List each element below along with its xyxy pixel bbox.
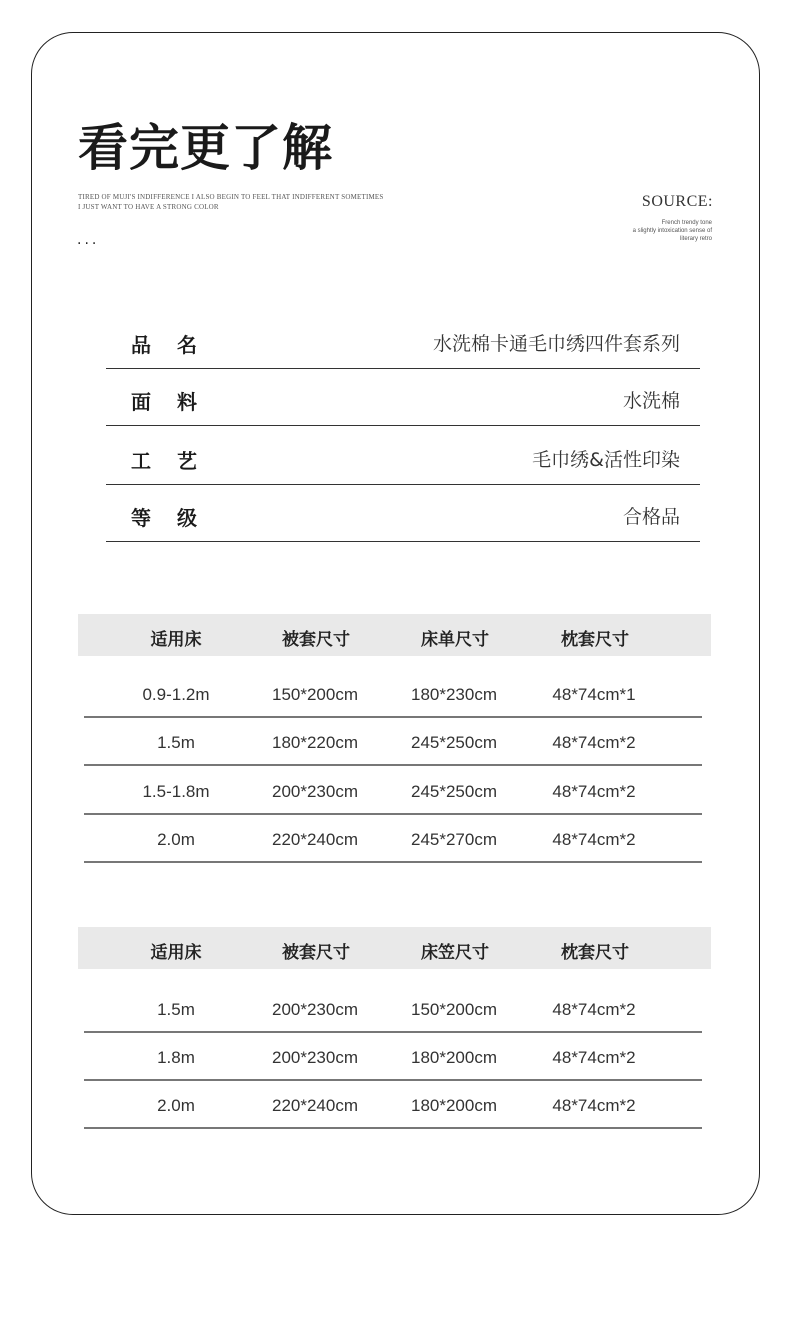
tagline [78, 192, 384, 212]
table-cell: 245*250cm [410, 733, 497, 752]
table-cell: 245*250cm [410, 782, 497, 801]
spec-row-name [106, 312, 700, 369]
table-cell: 48*74cm*2 [552, 1096, 636, 1115]
table-cell: 2.0m [157, 1096, 195, 1115]
table-cell: 48*74cm*2 [552, 830, 636, 849]
table-cell: 180*230cm [410, 685, 497, 704]
column-header: 适用床 [150, 630, 202, 650]
spec-value: 毛巾绣&活性印染 [532, 449, 680, 471]
table-cell: 220*240cm [271, 830, 358, 849]
source-text [512, 219, 712, 243]
spec-label: 工艺 [131, 449, 223, 473]
table-row [84, 768, 702, 815]
table-cell: 200*230cm [271, 782, 358, 801]
source-line-3: literary retro [679, 236, 712, 242]
spec-row-fabric [106, 369, 700, 426]
table-cell: 1.5m [157, 1000, 195, 1019]
table-row [84, 816, 702, 863]
source-heading: SOURCE: [641, 193, 713, 210]
size-table-1-header [78, 614, 711, 656]
table-cell: 1.5m [157, 733, 195, 752]
table-row [84, 671, 702, 718]
tagline-line-2: I JUST WANT TO HAVE A STRONG COLOR [78, 203, 219, 211]
spec-label: 面料 [131, 390, 223, 414]
table-cell: 200*230cm [271, 1048, 358, 1067]
table-cell: 180*200cm [410, 1048, 497, 1067]
table-row [84, 986, 702, 1033]
spec-label: 品名 [131, 333, 223, 357]
table-cell: 48*74cm*1 [552, 685, 636, 704]
table-cell: 48*74cm*2 [552, 733, 636, 752]
table-row [84, 1034, 702, 1081]
spec-row-craft [106, 428, 700, 485]
table-cell: 220*240cm [271, 1096, 358, 1115]
column-header: 床笠尺寸 [421, 943, 489, 963]
column-header: 被套尺寸 [282, 630, 350, 650]
table-cell: 150*200cm [410, 1000, 497, 1019]
size-table-2-header [78, 927, 711, 969]
table-cell: 0.9-1.2m [142, 685, 210, 704]
table-row [84, 1082, 702, 1129]
source-line-2: a slightly intoxication sense of [632, 228, 712, 234]
table-cell: 48*74cm*2 [552, 1000, 636, 1019]
column-header: 枕套尺寸 [561, 943, 629, 963]
source-line-1: French trendy tone [661, 220, 712, 226]
table-cell: 180*200cm [410, 1096, 497, 1115]
column-header: 枕套尺寸 [561, 630, 629, 650]
page-title: 看完更了解 [78, 119, 333, 177]
table-cell: 2.0m [157, 830, 195, 849]
table-cell: 245*270cm [410, 830, 497, 849]
spec-value: 合格品 [622, 506, 680, 528]
table-cell: 150*200cm [271, 685, 358, 704]
spec-value: 水洗棉 [622, 390, 680, 412]
table-cell: 48*74cm*2 [552, 1048, 636, 1067]
spec-value: 水洗棉卡通毛巾绣四件套系列 [432, 333, 680, 355]
table-cell: 48*74cm*2 [552, 782, 636, 801]
table-cell: 1.8m [157, 1048, 195, 1067]
tagline-line-1: TIRED OF MUJI'S INDIFFERENCE I ALSO BEGIN TO FEEL THAT INDIFFERENT SOMETIMES [78, 193, 384, 201]
spec-label: 等级 [131, 506, 223, 530]
column-header: 适用床 [150, 943, 202, 963]
spec-row-grade [106, 485, 700, 542]
table-cell: 200*230cm [271, 1000, 358, 1019]
table-row [84, 719, 702, 766]
table-cell: 180*220cm [271, 733, 358, 752]
column-header: 床单尺寸 [421, 630, 489, 650]
column-header: 被套尺寸 [282, 943, 350, 963]
dots-ornament: ... [77, 232, 100, 248]
table-cell: 1.5-1.8m [142, 782, 210, 801]
